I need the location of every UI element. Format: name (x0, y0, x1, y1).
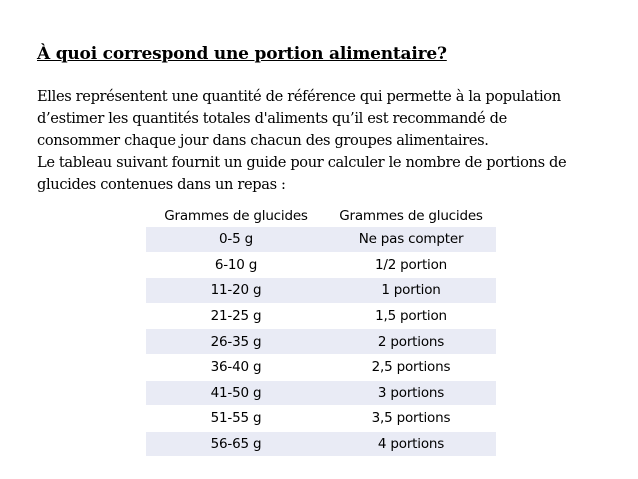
table-row (146, 431, 496, 457)
column-header-grams: Grammes de glucides (164, 208, 308, 224)
paragraph-line: glucides contenues dans un repas : (37, 176, 286, 193)
table-cell-grams: 36-40 g (146, 354, 326, 380)
table-row (146, 354, 496, 380)
table-cell-grams: 0-5 g (146, 227, 326, 252)
column-header-portions: Grammes de glucides (339, 208, 483, 224)
table-row (146, 329, 496, 355)
table-row (146, 227, 496, 252)
table-cell-portions: 2 portions (326, 329, 496, 355)
table-row (146, 406, 496, 432)
intro-paragraph (37, 86, 612, 196)
table-cell-portions: 2,5 portions (326, 354, 496, 380)
paragraph-line: Le tableau suivant fournit un guide pour calculer le nombre de portions de (37, 154, 567, 171)
paragraph-line: Elles représentent une quantité de référence qui permette à la population (37, 88, 561, 105)
table-row (146, 380, 496, 406)
table-cell-grams: 41-50 g (146, 380, 326, 406)
table-cell-portions: 1/2 portion (326, 252, 496, 278)
table-cell-portions: 3 portions (326, 380, 496, 406)
table-cell-grams: 56-65 g (146, 431, 326, 457)
table-cell-grams: 11-20 g (146, 278, 326, 304)
table-cell-grams: 26-35 g (146, 329, 326, 355)
table-cell-portions: Ne pas compter (326, 227, 496, 252)
table-cell-grams: 6-10 g (146, 252, 326, 278)
table-cell-portions: 1 portion (326, 278, 496, 304)
portion-table (146, 205, 496, 457)
table-cell-portions: 1,5 portion (326, 303, 496, 329)
table-cell-portions: 3,5 portions (326, 406, 496, 432)
table-row (146, 252, 496, 278)
table-cell-grams: 51-55 g (146, 406, 326, 432)
table-cell-grams: 21-25 g (146, 303, 326, 329)
paragraph-line: consommer chaque jour dans chacun des groupes alimentaires. (37, 132, 489, 149)
page-title: À quoi correspond une portion alimentaire? (37, 44, 447, 64)
paragraph-line: d’estimer les quantités totales d'aliments qu’il est recommandé de (37, 110, 507, 127)
table-cell-portions: 4 portions (326, 431, 496, 457)
table-row (146, 303, 496, 329)
table-header-row (146, 205, 496, 227)
table-row (146, 278, 496, 304)
